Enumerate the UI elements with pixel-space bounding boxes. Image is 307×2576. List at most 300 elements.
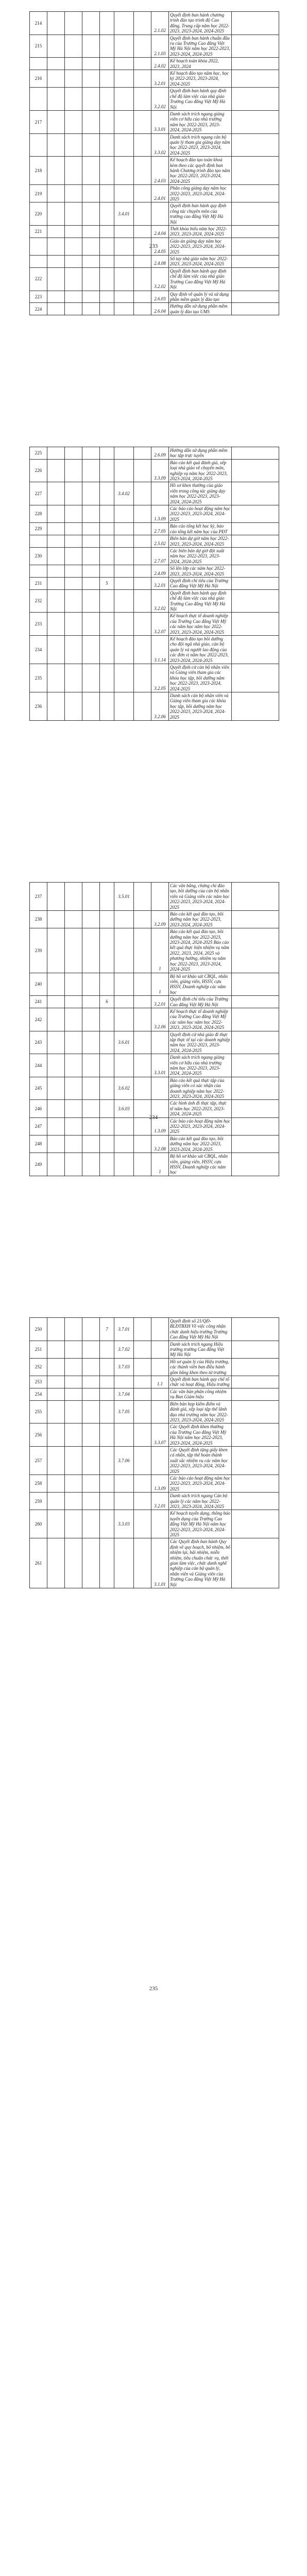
notes-cell [232,1153,279,1176]
blank-cell [47,1538,65,1588]
blank-cell [47,482,65,505]
evidence-code-cell: 2.7.07 [151,547,169,565]
evidence-description-cell: Các Quyết định khen thưởng của Trường Cao đẳng Việt Mỹ Hà Nội năm học 2022-2023, 2023-2024, 2024-2025 [169,1423,232,1447]
row-number-cell: 254 [30,1388,47,1400]
evidence-description-cell: Kế hoạch đào tạo năm học, học kỳ 2022-2023, 2023-2024, 2024-2025 [169,70,232,88]
table-row [30,133,279,157]
standard-cell [100,636,114,664]
criterion-cell [82,523,100,535]
table-row [30,505,279,523]
evidence-code-cell: 2.4.09 [151,565,169,578]
notes-cell [232,1400,279,1423]
blank-cell [134,133,151,157]
row-number-cell: 247 [30,1117,47,1135]
evidence-description-cell: Danh sách trích ngang cán bộ quản lý tham gia giảng dạy năm học 2022-2023, 2023-2024, 2024-2025 [169,133,232,157]
blank-cell [134,636,151,664]
blank-cell [134,1400,151,1423]
standard-cell: 5 [100,577,114,589]
blank-cell [47,1054,65,1077]
row-number-cell [30,88,47,111]
criterion-cell [82,883,100,911]
criterion-code-cell [114,1153,134,1176]
evidence-description-cell: Các biên bản dự giờ đột xuất năm học 2022-2023, 2023-2024, 2024-2025 [169,547,232,565]
criterion-cell [82,110,100,133]
criterion-cell [82,1358,100,1376]
notes-cell [232,1510,279,1538]
row-number-cell: 228 [30,505,47,523]
evidence-code-cell: 2.7.05 [151,523,169,535]
standard-cell [100,1493,114,1510]
evidence-code-cell: 3.2.07 [151,613,169,636]
evidence-code-cell: 3.2.01 [151,1493,169,1510]
evidence-code-cell: 3.2.05 [151,664,169,692]
criterion-cell [82,1031,100,1054]
evidence-description-cell: Kế hoạch đào tạo bồi dưỡng cho đội ngũ nhà giáo, cán bộ quản lý và người lao động của các đơn vị năm học 2022-2023, 2023-2024, 2024-2025 [169,636,232,664]
evidence-description-cell: Báo cáo tổng kết học kỳ, báo cáo tổng kết năm học của PĐT [169,523,232,535]
blank-cell [47,1400,65,1423]
blank-cell [65,1446,82,1475]
blank-cell [65,505,82,523]
criterion-cell [82,202,100,226]
criterion-code-cell: 3.5.01 [114,883,134,911]
criterion-cell [82,1388,100,1400]
criterion-code-cell [114,133,134,157]
criterion-code-cell [114,911,134,928]
blank-cell [47,303,65,315]
blank-cell [47,1318,65,1341]
notes-cell [232,1031,279,1054]
blank-cell [47,1100,65,1117]
standard-cell [100,185,114,202]
blank-cell [65,996,82,1008]
notes-cell [232,1008,279,1031]
blank-cell [65,547,82,565]
blank-cell [65,226,82,238]
evidence-code-cell: 1 [151,1153,169,1176]
evidence-description-cell: Danh sách trích ngang Hiệu trưởng trường Cao đẳng Việt Mỹ Hà Nội [169,1341,232,1358]
blank-cell [134,1538,151,1588]
blank-cell [134,664,151,692]
row-number-cell: 240 [30,973,47,996]
evidence-description-cell: Các văn bằng, chứng chỉ đào tạo, bồi dưỡng của cán bộ nhân viên và Giảng viên các năm học 2022-2023, 2023-2024, 2024-2025 [169,883,232,911]
blank-cell [47,535,65,548]
evidence-code-cell [151,1100,169,1117]
standard-cell [100,1400,114,1423]
blank-cell [134,185,151,202]
table-row [30,256,279,268]
criterion-code-cell: 3.7.04 [114,1388,134,1400]
evidence-description-cell: Danh sách trích ngang Cán bộ quản lý các năm học 2022-2023, 2023-2024, 2024-2025 [169,1493,232,1510]
criterion-code-cell [114,505,134,523]
evidence-code-cell: 2.4.02 [151,58,169,70]
blank-cell [65,1031,82,1054]
blank-cell [47,70,65,88]
page-number: 234 [149,1114,158,1121]
criterion-cell [82,35,100,58]
standard-cell [100,12,114,35]
notes-cell [232,35,279,58]
table-row [30,1318,279,1341]
notes-cell [232,523,279,535]
blank-cell [47,1358,65,1376]
criterion-code-cell: 3.7.01 [114,1318,134,1341]
evidence-code-cell: 2.4.01 [151,185,169,202]
notes-cell [232,1475,279,1492]
blank-cell [134,58,151,70]
blank-cell [65,1475,82,1492]
row-number-cell: 251 [30,1341,47,1358]
standard-cell [100,202,114,226]
standard-cell [100,1031,114,1054]
document-page [0,1306,307,2576]
blank-cell [134,1376,151,1388]
standard-cell [100,883,114,911]
page-number: 235 [149,1986,158,1992]
blank-cell [47,589,65,613]
standard-cell [100,482,114,505]
blank-cell [47,1341,65,1358]
criterion-code-cell: 3.7.02 [114,1341,134,1358]
blank-cell [47,12,65,35]
table-row [30,547,279,565]
blank-cell [134,447,151,460]
criterion-cell [82,459,100,482]
evidence-description-cell: Các văn bản phân công nhiệm vụ Ban Giám hiệu [169,1388,232,1400]
evidence-description-cell: Các Quyết định tặng giấy khen cá nhân, tập thể hoàn thành xuất sắc nhiệm vụ các năm học 2022-2023, 2023-2024, 2024-2025 [169,1446,232,1475]
criterion-code-cell: 3.4.01 [114,202,134,226]
notes-cell [232,459,279,482]
row-number-cell: 226 [30,459,47,482]
criterion-code-cell [114,535,134,548]
table-row [30,911,279,928]
row-number-cell: 244 [30,1054,47,1077]
blank-cell [47,1423,65,1447]
document-page [0,0,307,314]
row-number-cell: 241 [30,996,47,1008]
notes-cell [232,1100,279,1117]
blank-cell [47,157,65,185]
blank-cell [65,1077,82,1100]
blank-cell [47,928,65,973]
notes-cell [232,911,279,928]
criterion-code-cell [114,1475,134,1492]
evidence-code-cell [151,1388,169,1400]
criterion-cell [82,267,100,291]
criterion-cell [82,70,100,88]
criterion-code-cell [114,1008,134,1031]
table-row [30,1376,279,1388]
evidence-description-cell: Danh sách cán bộ nhân viên và Giảng viên tham gia các khóa học tập, bồi dưỡng năm học 2022-2023, 2023-2024, 2024-2025 [169,692,232,721]
blank-cell [47,202,65,226]
evidence-description-cell: Quyết định ban hành chương trình đào tạo trình độ Cao đẳng, Trung cấp năm học 2022-2023, 2023-2024, 2024-2025 [169,12,232,35]
standard-cell [100,505,114,523]
blank-cell [47,1475,65,1492]
standard-cell [100,565,114,578]
evidence-description-cell: Kế hoạch thực tế doanh nghiệp của Trường Cao đẳng Việt Mỹ các năm học năm học 2022-2023, 2023-2024, 2024-2025 [169,613,232,636]
standard-cell [100,1376,114,1388]
row-number-cell: 230 [30,547,47,565]
criterion-cell [82,1475,100,1492]
notes-cell [232,547,279,565]
notes-cell [232,1135,279,1153]
table-row [30,664,279,692]
notes-cell [232,70,279,88]
criterion-cell [82,973,100,996]
standard-cell [100,664,114,692]
row-number-cell: 235 [30,664,47,692]
table-row [30,1388,279,1400]
blank-cell [65,1423,82,1447]
notes-cell [232,589,279,613]
table-row [30,1077,279,1100]
criterion-code-cell: 3.6.01 [114,1031,134,1054]
evidence-description-cell: Hướng dẫn sử dụng phần mềm học tập trực tuyến [169,447,232,460]
evidence-code-cell: 1.3.09 [151,1475,169,1492]
blank-cell [134,1510,151,1538]
evidence-code-cell: 3.1.01 [151,1538,169,1588]
notes-cell [232,226,279,238]
blank-cell [65,35,82,58]
blank-cell [65,1510,82,1538]
blank-cell [134,996,151,1008]
table-row [30,70,279,88]
criterion-code-cell [114,267,134,291]
blank-cell [65,973,82,996]
criterion-code-cell [114,1117,134,1135]
table-row [30,1341,279,1358]
criterion-code-cell [114,547,134,565]
criterion-code-cell [114,928,134,973]
criterion-code-cell [114,447,134,460]
standard-cell [100,35,114,58]
blank-cell [65,1400,82,1423]
notes-cell [232,303,279,315]
blank-cell [47,226,65,238]
evidence-description-cell: Hồ sơ khen thưởng của giáo viên trong công tác giảng dạy năm học 2022-2023, 2023-2024, 2024-2025 [169,482,232,505]
blank-cell [65,1054,82,1077]
blank-cell [134,202,151,226]
standard-cell [100,1077,114,1100]
table-row [30,1475,279,1492]
criterion-code-cell [114,523,134,535]
notes-cell [232,535,279,548]
blank-cell [134,565,151,578]
criterion-code-cell [114,692,134,721]
notes-cell [232,482,279,505]
evidence-code-cell: 2.1.02 [151,12,169,35]
row-number-cell [30,256,47,268]
blank-cell [134,1341,151,1358]
blank-cell [134,291,151,303]
blank-cell [65,110,82,133]
blank-cell [47,664,65,692]
blank-cell [134,883,151,911]
evidence-description-cell: Quyết định chỉ tiêu của Trường Cao đẳng Việt Mỹ Hà Nội [169,996,232,1008]
blank-cell [47,1117,65,1135]
blank-cell [134,157,151,185]
row-number-cell: 249 [30,1153,47,1176]
criterion-cell [82,157,100,185]
blank-cell [134,256,151,268]
blank-cell [47,1446,65,1475]
blank-cell [65,565,82,578]
criterion-code-cell [114,577,134,589]
row-number-cell: 234 [30,636,47,664]
evidence-description-cell: Quyết định ban hành chuẩn đầu ra của Trường Cao đẳng Việt Mỹ Hà Nội năm học 2022-2023, 2023-2024, 2024-2025 [169,35,232,58]
blank-cell [47,505,65,523]
evidence-description-cell: Danh sách trích ngang giảng viên cơ hữu của nhà trường năm học 2022-2023, 2023-2024, 2024-2025 [169,1054,232,1077]
blank-cell [134,12,151,35]
blank-cell [65,12,82,35]
evidence-description-cell: Sổ tay nhà giáo năm học 2022-2023, 2023-2024, 2024-2025 [169,256,232,268]
evidence-description-cell: Quy định về quản lý và sử dụng phần mềm quản lý đào tạo [169,291,232,303]
notes-cell [232,505,279,523]
row-number-cell [30,133,47,157]
blank-cell [47,447,65,460]
criterion-code-cell [114,303,134,315]
standard-cell [100,613,114,636]
standard-cell [100,226,114,238]
blank-cell [47,577,65,589]
blank-cell [65,1358,82,1376]
criterion-cell [82,928,100,973]
table-row [30,58,279,70]
evidence-description-cell: Biên bản họp kiểm điểm và đánh giá, xếp loại tập thể lãnh đạo nhà trường năm học 2022-2023, 2023-2024, 2024-2025 [169,1400,232,1423]
row-number-cell: 258 [30,1475,47,1492]
blank-cell [47,911,65,928]
criterion-code-cell: 3.7.05 [114,1400,134,1423]
criterion-code-cell [114,459,134,482]
evidence-code-cell: 1 [151,973,169,996]
row-number-cell: 232 [30,589,47,613]
criterion-cell [82,577,100,589]
criterion-code-cell [114,12,134,35]
blank-cell [134,1153,151,1176]
blank-cell [65,185,82,202]
blank-cell [47,883,65,911]
blank-cell [65,928,82,973]
criterion-cell [82,58,100,70]
standard-cell [100,1510,114,1538]
criterion-code-cell [114,664,134,692]
evidence-code-cell: 3.3.01 [151,110,169,133]
table-row [30,1493,279,1510]
evidence-code-cell: 3.3.01 [151,1054,169,1077]
evidence-code-cell: 3.2.06 [151,692,169,721]
notes-cell [232,110,279,133]
table-row [30,1400,279,1423]
standard-cell [100,911,114,928]
table-row [30,267,279,291]
row-number-cell: 220 [30,202,47,226]
evidence-description-cell: Báo cáo kết quả đào tạo, bồi dưỡng năm học 2022-2023, 2023-2024, 2024-2025 Báo cáo kết quả thực hiện nhiệm vụ năm 2022, 2023, 2024, 2025 và phương hướng, nhiệm vụ năm học 2022-2023, 2023-2024, 2024-2025 [169,928,232,973]
criterion-code-cell [114,1054,134,1077]
evidence-description-cell: Quyết định cử cán bộ nhân viên và Giảng viên tham gia các khóa học tập, bồi dưỡng năm học 2022-2023, 2023-2024, 2024-2025 [169,664,232,692]
standard-cell [100,157,114,185]
criterion-code-cell [114,88,134,111]
criterion-code-cell [114,185,134,202]
row-number-cell: 256 [30,1423,47,1447]
blank-cell [134,482,151,505]
blank-cell [134,1493,151,1510]
row-number-cell [30,535,47,548]
table-row [30,1054,279,1077]
criterion-cell [82,1117,100,1135]
table-row [30,636,279,664]
table-row [30,157,279,185]
notes-cell [232,1117,279,1135]
criterion-cell [82,664,100,692]
standard-cell [100,1341,114,1358]
blank-cell [47,291,65,303]
blank-cell [65,256,82,268]
blank-cell [47,1031,65,1054]
blank-cell [47,1388,65,1400]
evidence-description-cell: Kế hoạch tuyển dụng, thông báo tuyển dụng của Trường Cao đẳng Việt Mỹ Hà Nội năm học 2022-2023, 2023-2024, 2024-2025 [169,1510,232,1538]
criterion-cell [82,613,100,636]
notes-cell [232,1423,279,1447]
blank-cell [134,1008,151,1031]
row-number-cell: 238 [30,911,47,928]
blank-cell [134,1100,151,1117]
blank-cell [47,1077,65,1100]
blank-cell [65,664,82,692]
blank-cell [47,1008,65,1031]
row-number-cell: 255 [30,1400,47,1423]
blank-cell [65,883,82,911]
evidence-description-cell: Báo cáo kết quả đánh giá, xếp loại nhà giáo về chuyên môn, nghiệp vụ năm học 2022-2023, 2023-2024, 2024-2025 [169,459,232,482]
blank-cell [65,1008,82,1031]
evidence-description-cell: Quyết định chỉ tiêu của Trường Cao đẳng Việt Mỹ Hà Nội [169,577,232,589]
table-row [30,1100,279,1117]
blank-cell [134,1135,151,1153]
criterion-code-cell [114,226,134,238]
table-row [30,1538,279,1588]
criterion-cell [82,88,100,111]
notes-cell [232,202,279,226]
criterion-cell [82,547,100,565]
evidence-description-cell: Bộ hồ sơ khảo sát CBQL, nhân viên, giảng viên, HSSV, cựu HSSV, Doanh nghiệp các năm học [169,1153,232,1176]
blank-cell [65,447,82,460]
blank-cell [65,636,82,664]
criterion-code-cell: 3.4.02 [114,482,134,505]
criterion-code-cell [114,110,134,133]
row-number-cell: 229 [30,523,47,535]
criterion-cell [82,1077,100,1100]
criterion-cell [82,482,100,505]
blank-cell [47,58,65,70]
row-number-cell: 216 [30,70,47,88]
evidence-table [29,1317,279,1588]
blank-cell [65,1341,82,1358]
notes-cell [232,1376,279,1388]
standard-cell [100,589,114,613]
notes-cell [232,58,279,70]
blank-cell [134,523,151,535]
notes-cell [232,613,279,636]
notes-cell [232,1493,279,1510]
blank-cell [65,267,82,291]
blank-cell [65,1100,82,1117]
blank-cell [47,547,65,565]
blank-cell [134,1117,151,1135]
criterion-code-cell [114,613,134,636]
evidence-code-cell [151,1446,169,1475]
blank-cell [65,1153,82,1176]
table-row [30,185,279,202]
blank-cell [134,1318,151,1341]
blank-cell [47,973,65,996]
